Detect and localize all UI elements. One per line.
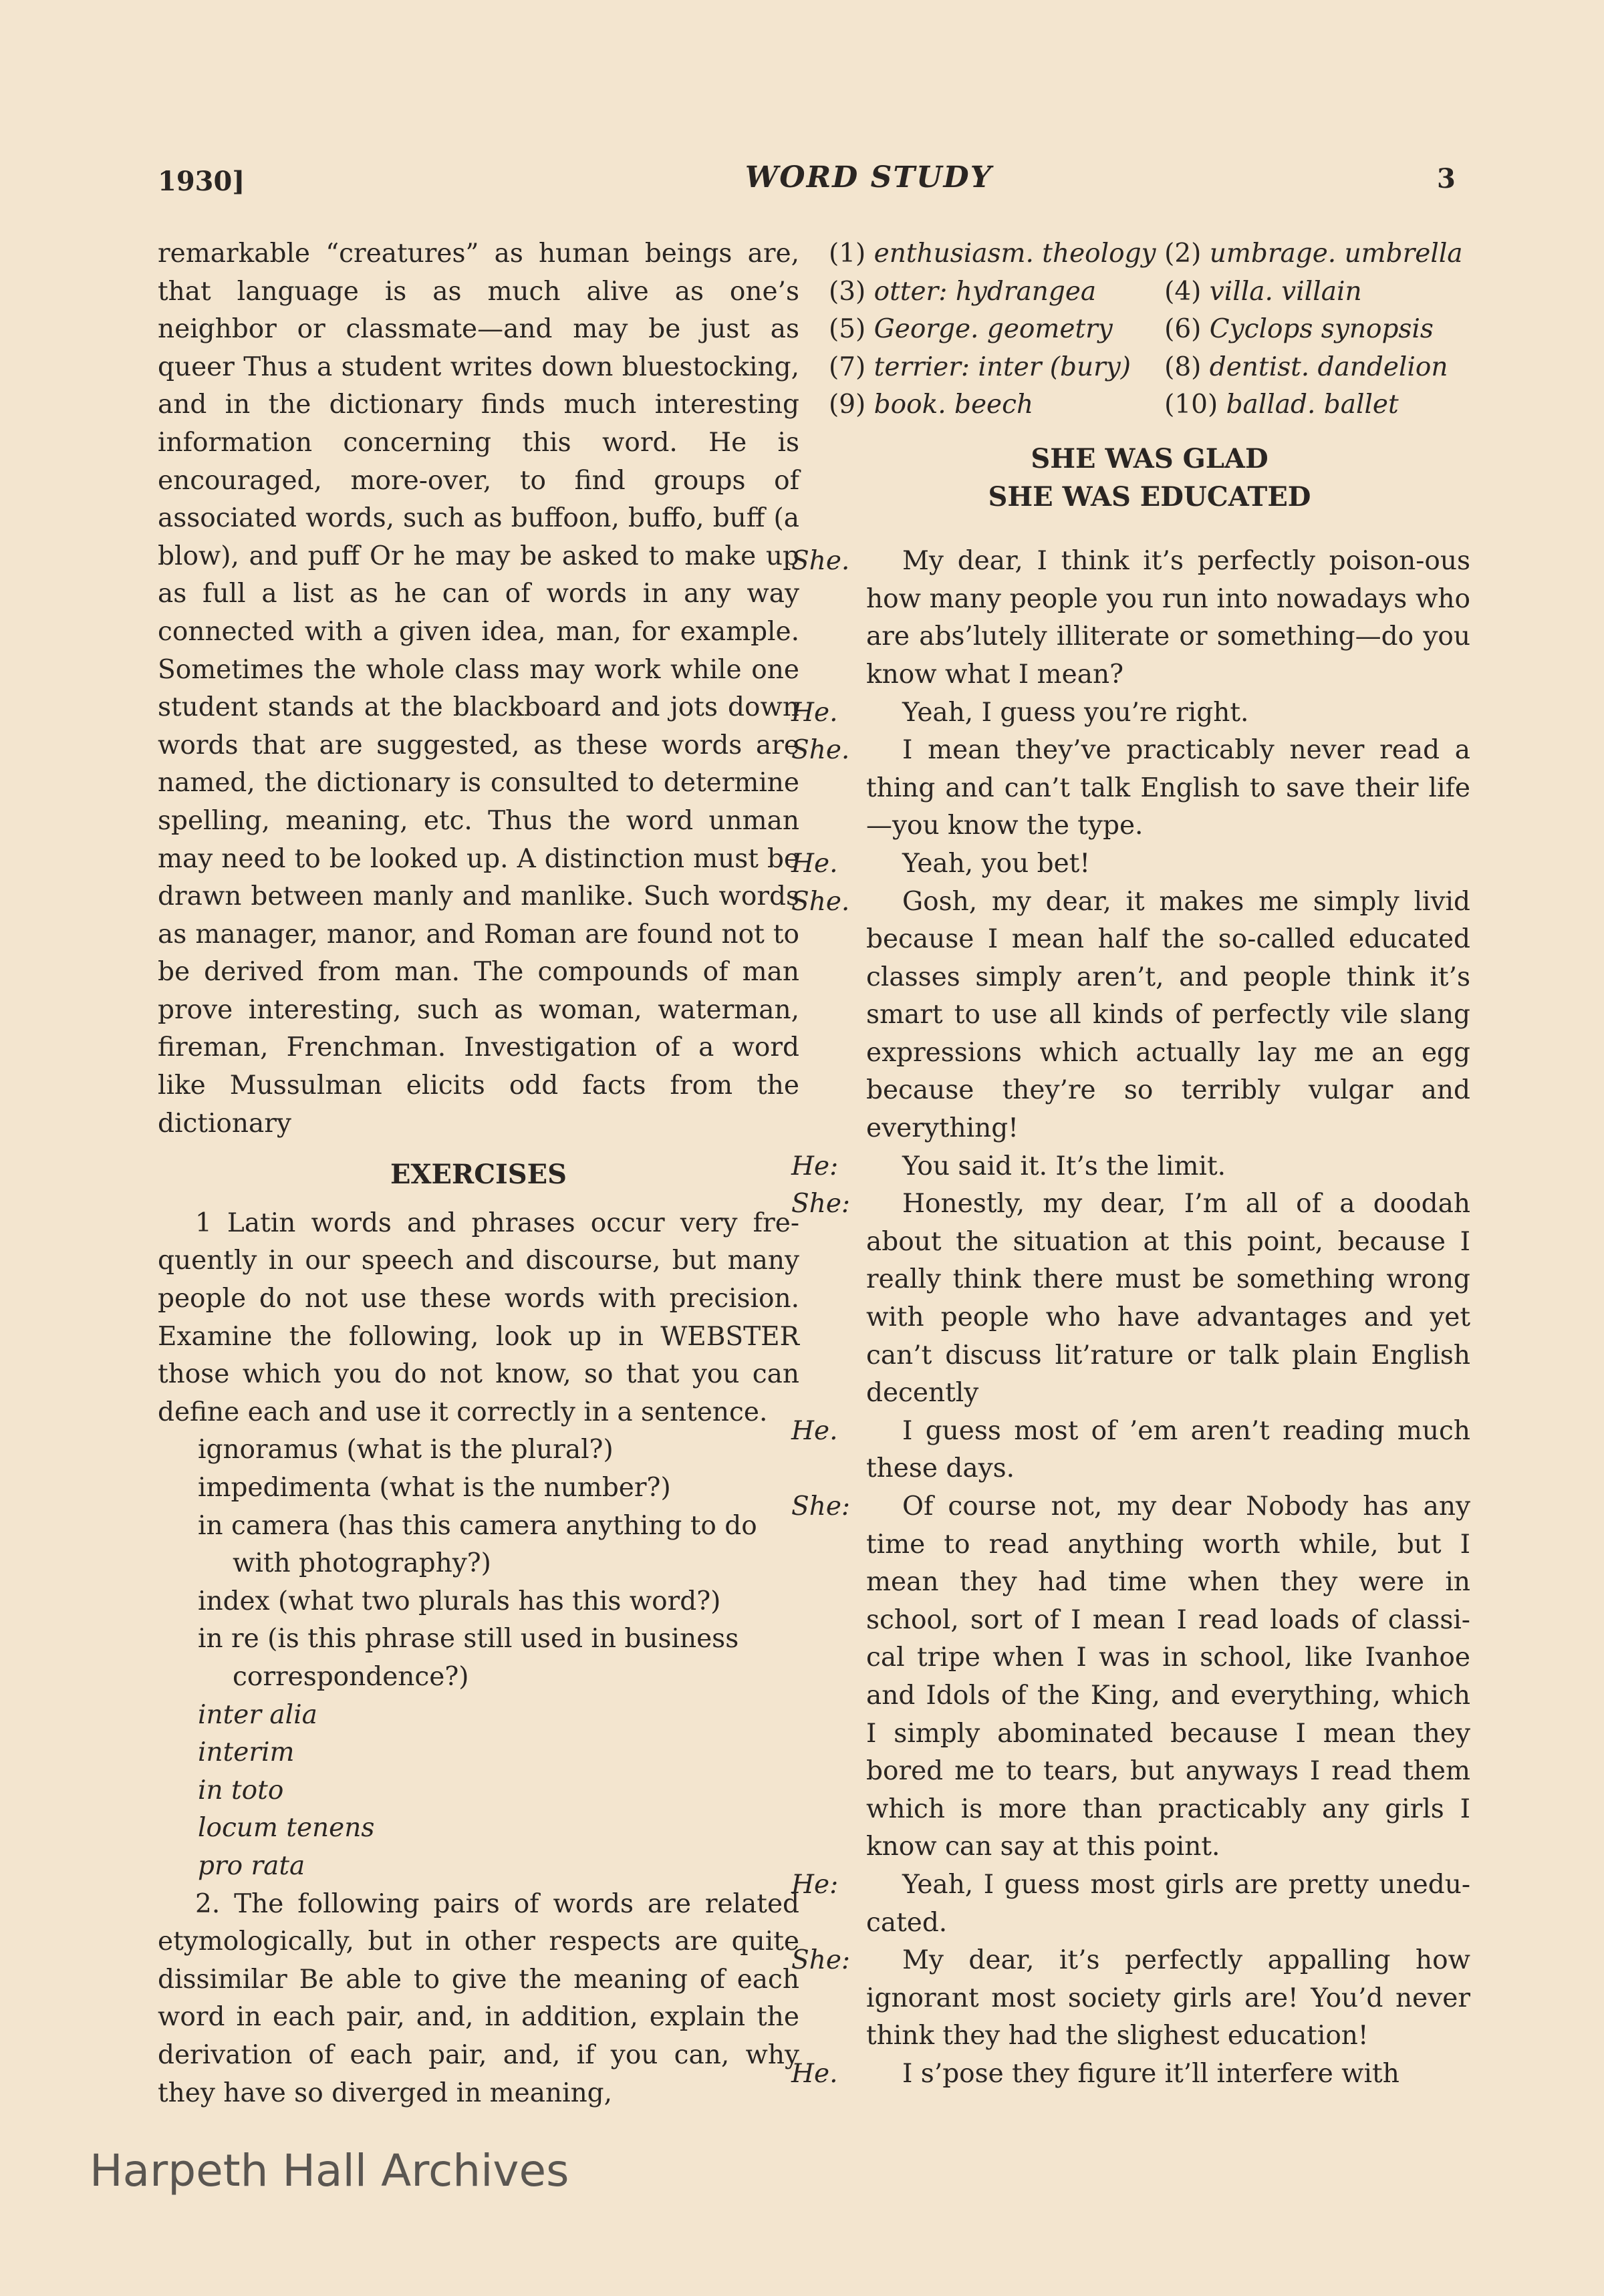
pair-number: (2) — [1164, 239, 1202, 269]
dialogue-line — [791, 1866, 1470, 1942]
latin-term: pro rata — [198, 1850, 305, 1881]
dialogue-text: Yeah, I guess most girls are pretty unedu-cated. — [866, 1869, 1470, 1938]
pair-words: otter: hydrangea — [874, 276, 1097, 307]
latin-term: ignoramus (what is the plural?) — [198, 1435, 614, 1465]
pair-number: (10) — [1164, 390, 1218, 420]
pair-words: terrier: inter (bury) — [874, 351, 1131, 382]
latin-term: inter alia — [198, 1699, 317, 1730]
dialogue-line — [791, 1942, 1470, 2055]
dialogue-text: Yeah, I guess you’re right. — [902, 697, 1249, 728]
pair-words: book. beech — [874, 390, 1034, 420]
dialogue-line — [791, 1488, 1470, 1866]
speaker-label: She: — [791, 1189, 851, 1219]
speaker-label: She: — [791, 1491, 851, 1522]
intro-paragraph: remarkable “creatures” as human beings are, that language is as much alive as one’s neighbor or classmate—and may be just as queer Thus a student writes down bluestocking, and in the dictionary finds much interesting information concerning this word. He is encouraged, more-over, to find groups of associated words, such as buffoon, buffo, buff (a blow), and puff Or he may be asked to make up as full a list as he can of words in any way connected with a given idea, man, for example. Sometimes the whole class may work while one student stands at the blackboard and jots down words that are suggested, as these words are named, the dictionary is consulted to determine spelling, meaning, etc. Thus the word unman may need to be looked up. A distinction must be drawn between manly and manlike. Such words as manager, manor, and Roman are found not to be derived from man. The compounds of man prove interesting, such as woman, waterman, fireman, Frenchman. Investigation of a word like Mussulman elicits odd facts from the dictionary — [158, 239, 799, 1139]
pair-words: villa. villain — [1209, 276, 1362, 307]
word-pair — [829, 273, 1164, 311]
right-column — [791, 235, 1470, 2094]
pair-number: (9) — [829, 390, 866, 420]
dialogue — [791, 543, 1470, 2093]
dialogue-text: My dear, it’s perfectly appalling how ignorant most society girls are! You’d never think they had the slighest education! — [866, 1945, 1470, 2051]
dialogue-text: You said it. It’s the limit. — [902, 1151, 1226, 1181]
speaker-label: He. — [791, 2058, 838, 2089]
dialogue-text: Of course not, my dear Nobody has any time to read anything worth while, but I mean they had time when they were in school, sort of I mean I read loads of classi-cal tripe when I was in school, like Ivanhoe and Idols of the King, and everything, which I simply abominated because I mean they bored me to tears, but anyways I read them which is more than practicably any girls I know can say at this point. — [866, 1491, 1470, 1862]
dialogue-line — [791, 845, 1470, 883]
word-pair — [1164, 349, 1470, 387]
pair-number: (1) — [829, 239, 866, 269]
pair-words: George. geometry — [874, 314, 1113, 345]
pair-number: (4) — [1164, 276, 1202, 307]
exercise-1-text: 1 Latin words and phrases occur very fre-quently in our speech and discourse, but many people do not use these words with precision. Examine the following, look up in WEBSTER those which you do not know, so that you can define each and use it correctly in a sentence. — [158, 1207, 799, 1427]
word-pair — [829, 349, 1164, 387]
speaker-label: She. — [791, 546, 850, 577]
speaker-label: He: — [791, 1151, 839, 1181]
dialogue-line — [791, 1413, 1470, 1488]
speaker-label: She: — [791, 1945, 851, 1976]
speaker-label: He. — [791, 697, 838, 728]
dialogue-text: My dear, I think it’s perfectly poison-ous how many people you run into nowadays who are abs’lutely illiterate or something—do you know what I mean? — [866, 546, 1470, 690]
pair-number: (6) — [1164, 314, 1202, 345]
story-title-line-2: SHE WAS EDUCATED — [988, 480, 1311, 513]
running-header — [0, 0, 1604, 214]
latin-term: impedimenta (what is the number?) — [198, 1473, 671, 1503]
speaker-label: He: — [791, 1869, 839, 1900]
dialogue-text: Gosh, my dear, it makes me simply livid because I mean half the so-called educated classes simply aren’t, and people think it’s smart to use all kinds of perfectly vile slang expressions which actually lay me an egg because they’re so terribly vulgar and everything! — [866, 886, 1470, 1144]
word-pair — [1164, 235, 1470, 273]
dialogue-line — [791, 1185, 1470, 1413]
speaker-label: She. — [791, 735, 850, 766]
latin-terms-list — [158, 1431, 799, 1885]
latin-term: in toto — [198, 1775, 284, 1806]
dialogue-line — [791, 732, 1470, 845]
word-pair — [829, 235, 1164, 273]
pair-number: (7) — [829, 351, 866, 382]
speaker-label: He. — [791, 848, 838, 879]
word-pair — [829, 311, 1164, 349]
dialogue-text: I mean they’ve practicably never read a thing and can’t talk English to save their life—you know the type. — [866, 735, 1470, 841]
speaker-label: She. — [791, 886, 850, 917]
pair-words: enthusiasm. theology — [874, 239, 1156, 269]
latin-term: interim — [198, 1737, 295, 1768]
dialogue-text: I guess most of ’em aren’t reading much these days. — [866, 1415, 1470, 1484]
word-pairs-table — [829, 235, 1470, 424]
story-title — [829, 440, 1470, 516]
dialogue-line — [791, 883, 1470, 1148]
dialogue-line — [791, 694, 1470, 732]
left-column — [158, 235, 799, 2112]
word-pair — [1164, 273, 1470, 311]
header-year: 1930] — [158, 166, 245, 197]
dialogue-text: Yeah, you bet! — [902, 848, 1091, 879]
pair-number: (8) — [1164, 351, 1202, 382]
story-title-line-1: SHE WAS GLAD — [1031, 442, 1268, 474]
latin-term: locum tenens — [198, 1813, 375, 1844]
archive-watermark: Harpeth Hall Archives — [90, 2145, 569, 2196]
dialogue-text: Honestly, my dear, I’m all of a doodah about the situation at this point, because I really think there must be something wrong with people who have advantages and yet can’t discuss lit’rature or talk plain English decently — [866, 1189, 1470, 1409]
dialogue-line — [791, 1148, 1470, 1186]
speaker-label: He. — [791, 1415, 838, 1446]
word-pair — [1164, 386, 1470, 424]
pair-words: Cyclops synopsis — [1209, 314, 1434, 345]
word-pair — [1164, 311, 1470, 349]
pair-words: umbrage. umbrella — [1209, 239, 1463, 269]
dialogue-text: I s’pose they figure it’ll interfere with — [902, 2058, 1399, 2089]
dialogue-line — [791, 543, 1470, 694]
pair-words: dentist. dandelion — [1209, 351, 1448, 382]
word-pair — [829, 386, 1164, 424]
pair-number: (3) — [829, 276, 866, 307]
exercise-2-text: 2. The following pairs of words are related etymologically, but in other respects are quite dissimilar Be able to give the meaning of each word in each pair, and, in addition, explain the derivation of each pair, and, if you can, why they have so diverged in meaning, — [158, 1888, 799, 2108]
pair-words: ballad. ballet — [1226, 390, 1399, 420]
latin-term: in re (is this phrase still used in business correspondence?) — [198, 1624, 739, 1692]
latin-term: in camera (has this camera anything to do with photography?) — [198, 1510, 757, 1579]
exercises-heading: EXERCISES — [390, 1159, 567, 1191]
latin-term: index (what two plurals has this word?) — [198, 1586, 721, 1616]
header-title: WORD STUDY — [745, 160, 993, 194]
page-number: 3 — [1437, 163, 1456, 194]
dialogue-line — [791, 2055, 1470, 2094]
pair-number: (5) — [829, 314, 866, 345]
